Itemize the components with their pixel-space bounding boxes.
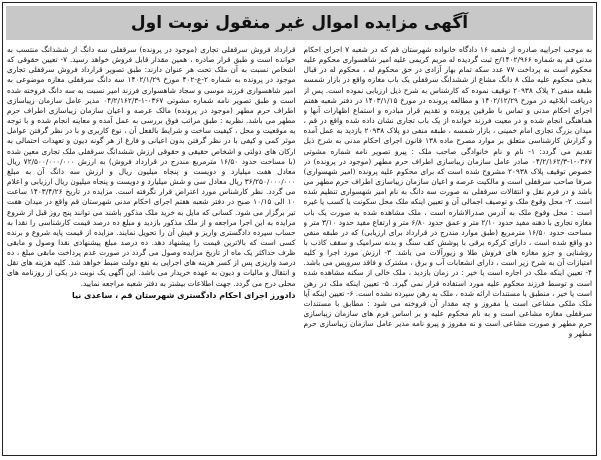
right-column <box>304 45 593 451</box>
signature: دادورز اجرای احکام دادگستری شهرستان قم ، ساعدی نیا <box>71 290 296 300</box>
notice-frame <box>2 2 597 456</box>
title-band <box>6 6 593 40</box>
right-column-text: به موجب اجراییه صادره از شعبه ۱۶ دادگاه خانواده شهرستان قم که در شعبه ۷ اجرای احکام مدنی قم به شماره ۱۴۰۲/۹۶۶/ج ثبت گردیده له مریم کریمی علیه امیر شاهسواری محکوم علیه محکوم است به پرداخت ۷۷ عدد سکه تمام بهار آزادی در حق محکوم له ، محکوم له در قبال بدهی محکوم علیه ملک ۸ دانگ مشاع از ششدانگ سرقفلی یک باب مغازه واقع در بازار شمسه طبقه منفی ۲ پلاک ۲۰۹۳۸ توقیف نموده که کارشناس به شرح ذیل ارزیابی نموده است. پس از دریافت ابلاغیه در مورخ ۱۴۰۲/۱۲/۲۹ و مطالعه پرونده در مورخ ۱۴۰۳/۱/۱۵ در دفتر شعبه هفتم اجرای احکام مدنی و تماس با طرفین پرونده و تقدیم قرار مبادره و استماع اظهارات آنها و هماهنگی انجام شده و در معیت فرزند خوانده از یک باب تجاری نشان داده شده واقع در قم ، میدان بزرگ تجاری امام خمینی ، بازار شمسه ، طبقه منفی دو پلاک ۲۰۹۳۸ بازدید به عمل آمده و گزارش کارشناسی متعلق بر موارد مصرح ماده ۱۳۸ قانون اجرای احکام مدنی به شرح ذیل تقدیم می گردد: ۱- نام و نام خانوادگی صاحب ملک : پیرو تصویر نامه شماره مشوتی ۰۳۶۷-۱-۰۴/۲/۱۶۲/۳ صادر عامل سازمان زیباسازی اطراف حرم مطهر (موجود در پرونده) در خصوص توقیف پلاک ۲۰۹۳۸ مشروح شده است که برای محکوم علیه پرونده (امیر شهسواری) صرفا صاحب سرقفلی است و مالکیت عرصه و اعیان سازمان زیباسازی اطراف حرم مطهر می باشد و در فرم نقل و انتقالات سرقفلی به صورت سه دانگ به نام امیر شهسواری تنظیم شده است. ۲- محل وقوع ملک و توصیف اجمالی آن و تعیین اینکه ملک محل سکونت یا کسب یا غیره است : محل وقوع ملک به آدرس صدرالاشاره است ، ملک مشاهده شده به صورت یک باب مغازه تجاری با دهنه مفید حدود ۲/۱۰ متر و عمق حدود ۶/۸۰ متر و ارتفاع مفید حدود ۳/۱۰ متر و مساحت حدود ۱۶/۵۰ مترمربع (طبق موارد مندرج در قرارداد برای ارزیابی) که در طبقه منفی دو واقع شده است ، دارای کرکره برقی با پوشش کف سنگ و بدنه سرامیک و سقف کاذب با روشنایی و جزو مغازه های فروش طلا و زیورآلات می باشد. ۳- ارزش مورد اجرا و کلیه امتیازات آن به شرح زیر است ، دارای انشعابات آب و برق ، مشترک و فاقد سرویس می باشد. ۴- تعیین اینکه ملک در اجاره است یا خیر : در زمان بازدید ، ملک خالی از سکنه مشاهده شده است و توسط فرزند محکوم علیه مورد استفاده قرار نمی گیرد. ۵- تعیین اینکه ملک در رهن است یا خیر ، منطبق با مستندات ارائه شده ، ملک به رهن سپرده نشده است. ۶- تعیین اینکه آیا ملک ملکی مشاعی است یا مفروز و چه مقدار آن فروخته می شود : مطابق با مستندات سرقفلی مغازه مشاعی است و به نام محکوم علیه و بر اساس فرم های سازمان زیباسازی حرم مطهر و صورت مشاعی است و نه مفروز و پیرو نامه مدیر عامل سازمان زیباسازی حرم مطهر و <box>303 45 592 339</box>
left-column <box>7 45 296 451</box>
left-column-text: قرارداد فروش سرقفلی تجاری (موجود در پرونده) سرقفلی سه دانگ از ششدانگ منتسب به خوانده است و طبق قرار صادره ، همین مقدار قابل فروش خواهد رسید. ۷- تعیین حقوقی که اشخاص نسبت به آن ملک تحت هر عنوان دارند: طبق تصویر قرارداد فروش سرقفلی تجاری موجود در پرونده به شماره ۲-ع-۴۰۲ مورخ ۱۴۰۲/۱/۲۹ سه دانگ سرقفلی مغازه موضوعی به امیر شاهسواری فرزند موسی و سجاد شاهسواری فرزند امیر نسبت به سه دانگ فروخته شده است و طبق تصویر نامه شماره مشوتی ۰۳۶۷-۱-۰۴/۲/۱۶۲/۳ مدیر عامل سازمان زیباسازی اطراف حرم مطهر (موجود در پرونده) مالک عرصه و اعیان سازمان زیباسازی اطراف حرم مطهر می باشد. نظریه : طبق مراتب فوق بررسی به عمل آمده و معاینه انجام شده و با توجه به موقعیت و محل ، کیفیت ساخت و شرایط بالفعل آن ، نوع کاربری و با در نظر گرفتن عوامل موثر کمی و کیفی با در نظر گرفتن بدون اعیانی و فارغ از هر گونه دیون و تعهدات احتمالی به ارکان های دولتی و اشخاص حقیقی و حقوقی ارزش ششدانگ سرقفلی ملک تجاری معین شده (با مساحت حدود ۱۶/۵۰ مترمربع مندرج در قرارداد فروش) به ارزش ۷۲/۵۰۰/۰۰۰/۰۰۰ ریال معادل هفت میلیارد و دویست و پنجاه میلیون ریال و ارزش سه دانگ آن به مبلغ ۳۶/۲۵۰/۰۰۰/۰۰۰ ریال معادل سی و شش میلیارد و دویست و پنجاه میلیون ریال ارزیابی و اعلام می گردد. نظر کارشناس مورد اعتراض قرار نگرفته است. مزایده در تاریخ ۱۴۰۳/۴/۲۶ ساعت ۱۰ الی ۱۰/۱۵ صبح در دفتر شعبه هفتم اجرای احکام مدنی شهرستان قم واقع در میدان هفت تیر برگزار می شود. کسانی که مایل به خرید ملک مذکور باشند می توانند پنج روز قبل از شروع مزایده به این اجرا مراجعه و از ملک مذکور بازدید و مبلغ ده درصد قیمت کارشناسی را نقدا به حساب سپرده دادگستری واریز و فیش آن را تحویل نمایند. مزایده از قیمت پایه شروع و برنده کسی است که بالاترین قیمت را پیشنهاد دهد. ده درصد مبلغ پیشنهادی نقدا وصول و مابقی ظرف حداکثر یک ماه از تاریخ مزایده وصول می گردد در صورت عدم پرداخت مابقی مبلغ ، ده درصد واریزی پس از کسر هزینه های اجرایی به نفع دولت ضبط خواهد شد. کلیه هزینه های نقل و انتقال و مالیات و دیون به عهده خریدار می باشد. این آگهی یک نوبت در یکی از روزنامه های محلی درج می گردد. جهت اطلاعات بیشتر به دفتر شعبه مراجعه نمایید. <box>7 45 296 288</box>
notice-body <box>7 45 592 451</box>
notice-title: آگهی مزایده اموال غیر منقول نوبت اول <box>130 13 469 33</box>
